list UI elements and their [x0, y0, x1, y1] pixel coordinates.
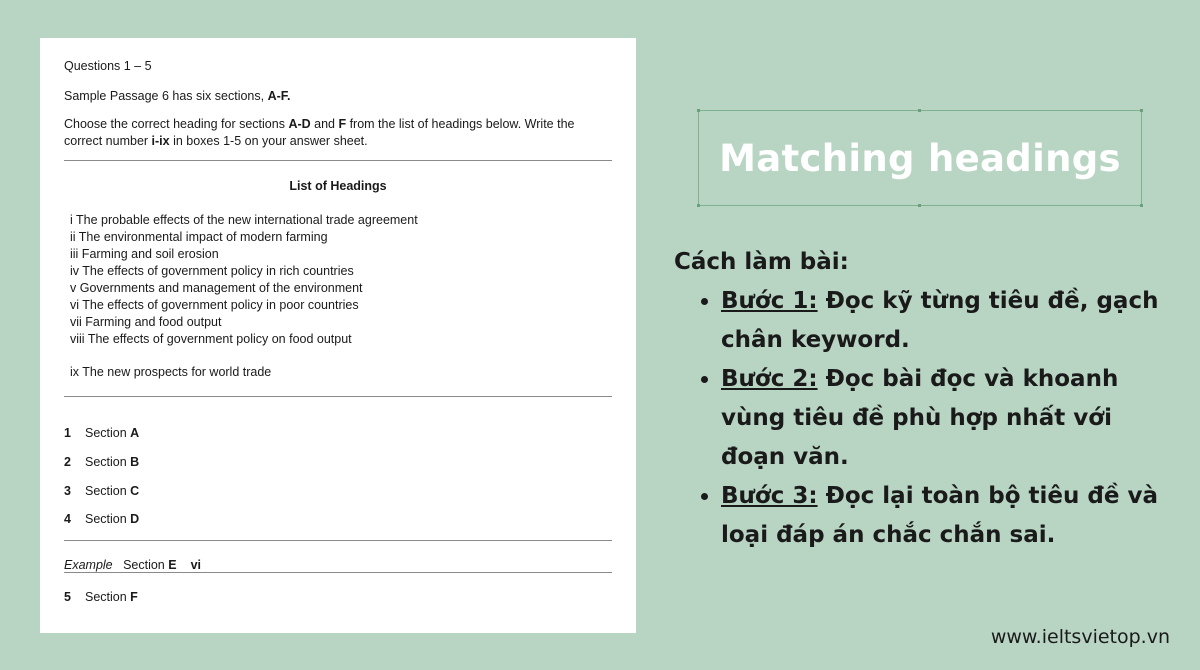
section-label: Section	[85, 455, 131, 469]
section-row	[64, 484, 139, 498]
website-url: www.ieltsvietop.vn	[990, 626, 1170, 648]
section-letter: A	[130, 426, 140, 440]
instruction-text	[64, 116, 614, 150]
title-box	[698, 110, 1142, 206]
headings-list	[70, 212, 418, 348]
step-label: Bước 1:	[721, 288, 818, 314]
heading-item: ii The environmental impact of modern farming	[70, 230, 328, 244]
section-label: Section	[85, 426, 131, 440]
instructions-panel	[674, 243, 1174, 555]
section-number: 3	[64, 484, 71, 498]
step-label: Bước 2:	[721, 366, 818, 392]
instr-part: from the list of headings below. Write the correct number	[64, 117, 575, 148]
intro-text: Sample Passage 6 has six sections,	[64, 89, 268, 103]
step-item	[721, 282, 1174, 360]
intro-bold: A-F.	[267, 89, 291, 103]
example-section: Section	[123, 558, 169, 572]
list-of-headings-title: List of Headings	[289, 179, 387, 193]
step-item	[721, 477, 1174, 555]
step-text: Đọc kỹ từng tiêu đề, gạch chân keyword.	[721, 288, 1159, 353]
example-letter: E	[168, 558, 177, 572]
instr-part: in boxes 1-5 on your answer sheet.	[169, 134, 368, 148]
divider	[64, 540, 612, 541]
step-text: Đọc bài đọc và khoanh vùng tiêu đề phù hợp nhất với đoạn văn.	[721, 366, 1119, 470]
step-label: Bước 3:	[721, 483, 818, 509]
divider	[64, 396, 612, 397]
section-label: Section	[85, 484, 131, 498]
example-label: Example	[64, 558, 113, 572]
instr-part: and	[310, 117, 339, 131]
heading-item: vi The effects of government policy in poor countries	[70, 298, 359, 312]
steps-list	[674, 282, 1174, 555]
heading-item-ix: ix The new prospects for world trade	[70, 365, 272, 379]
section-row	[64, 426, 139, 440]
section-row	[64, 590, 138, 604]
exam-document	[40, 38, 636, 633]
heading-item: viii The effects of government policy on food output	[70, 332, 352, 346]
section-letter: B	[130, 455, 140, 469]
questions-label: Questions 1 – 5	[64, 59, 152, 73]
step-text: Đọc lại toàn bộ tiêu đề và loại đáp án chắc chắn sai.	[721, 483, 1158, 548]
section-letter: C	[130, 484, 140, 498]
intro-line	[64, 89, 291, 103]
section-letter: F	[130, 590, 138, 604]
step-item	[721, 360, 1174, 477]
section-number: 2	[64, 455, 71, 469]
heading-item: vii Farming and food output	[70, 315, 222, 329]
example-answer: vi	[190, 558, 202, 572]
page-title: Matching headings	[719, 136, 1121, 180]
guide-lead: Cách làm bài:	[674, 249, 849, 275]
instr-part: F	[338, 117, 347, 131]
section-letter: D	[130, 512, 140, 526]
heading-item: v Governments and management of the environment	[70, 281, 363, 295]
heading-item: iii Farming and soil erosion	[70, 247, 219, 261]
section-row	[64, 455, 139, 469]
instr-part: Choose the correct heading for sections	[64, 117, 289, 131]
instr-part: A-D	[288, 117, 311, 131]
heading-item: i The probable effects of the new international trade agreement	[70, 213, 418, 227]
section-number: 5	[64, 590, 71, 604]
instr-part: i-ix	[151, 134, 170, 148]
example-row	[64, 558, 201, 572]
section-label: Section	[85, 590, 131, 604]
section-number: 4	[64, 512, 71, 526]
section-row	[64, 512, 139, 526]
divider	[64, 160, 612, 161]
section-label: Section	[85, 512, 131, 526]
heading-item: iv The effects of government policy in rich countries	[70, 264, 354, 278]
divider	[64, 572, 612, 573]
section-number: 1	[64, 426, 71, 440]
